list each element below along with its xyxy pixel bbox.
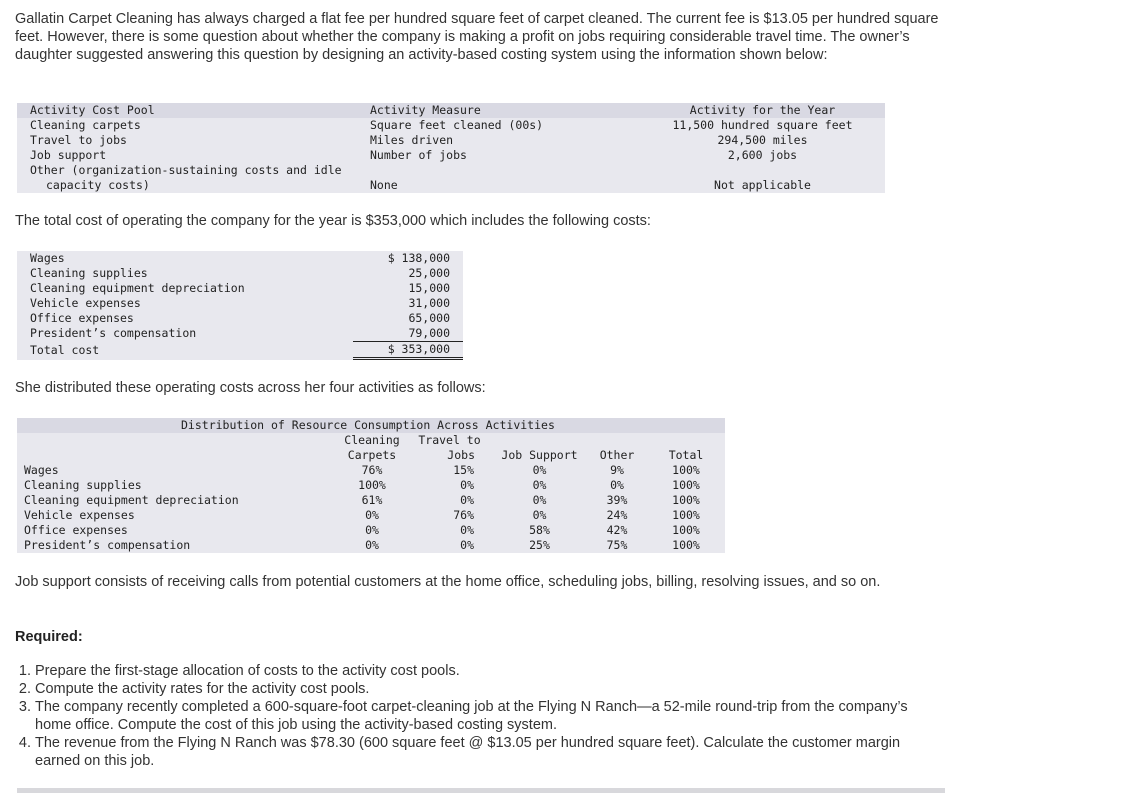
col-header-carpets-2: Carpets [337,448,407,463]
total-label: Total cost [17,341,353,360]
carpets-value: 0% [337,538,407,553]
table-row [17,118,885,133]
travel-value: 0% [407,478,492,493]
carpets-value: 100% [337,478,407,493]
required-heading: Required: [15,629,83,645]
travel-value: 0% [407,538,492,553]
activity-table [17,103,885,193]
table-row [17,523,725,538]
header-row [17,433,725,448]
table-row [17,281,463,296]
cost-value: 15,000 [353,281,463,296]
activity-value: 2,600 jobs [640,148,885,163]
job-value: 58% [492,523,587,538]
carpets-value: 61% [337,493,407,508]
table-row [17,311,463,326]
travel-value: 15% [407,463,492,478]
table-row [17,148,885,163]
carpets-value: 0% [337,523,407,538]
col-header-travel-1: Travel to [407,433,492,448]
activity-value: Not applicable [640,178,885,193]
cost-value: 79,000 [353,326,463,341]
pool-label: Travel to jobs [17,133,370,148]
row-label: Cleaning equipment depreciation [17,493,337,508]
cost-label: Vehicle expenses [17,296,353,311]
table-row [17,326,463,341]
col-header-job-support: Job Support [492,448,587,463]
measure-label: Square feet cleaned (00s) [370,118,640,133]
total-value: $ 353,000 [353,341,463,360]
cost-value: $ 138,000 [353,251,463,266]
requirement-item: 2. Compute the activity rates for the activity cost pools. [35,680,945,698]
total-value: 100% [647,478,725,493]
col-header-pool: Activity Cost Pool [17,103,370,118]
travel-value: 0% [407,493,492,508]
table-row [17,493,725,508]
requirements-list [15,662,945,770]
cost-label: Cleaning supplies [17,266,353,281]
col-header-travel-2: Jobs [407,448,492,463]
carpets-value: 76% [337,463,407,478]
pool-label: Other (organization-sustaining costs and idle [17,163,370,178]
total-value: 100% [647,508,725,523]
travel-value: 0% [407,523,492,538]
pool-label-continued: capacity costs) [17,178,370,193]
other-value: 75% [587,538,647,553]
row-label: Office expenses [17,523,337,538]
job-value: 0% [492,508,587,523]
row-label: Vehicle expenses [17,508,337,523]
cost-label: Cleaning equipment depreciation [17,281,353,296]
total-value: 100% [647,523,725,538]
col-header-activity: Activity for the Year [640,103,885,118]
col-header-carpets-1: Cleaning [337,433,407,448]
other-value: 9% [587,463,647,478]
total-cost-paragraph: The total cost of operating the company for the year is $353,000 which includes the following costs: [15,213,651,229]
measure-label: Number of jobs [370,148,640,163]
row-label: Cleaning supplies [17,478,337,493]
measure-label: Miles driven [370,133,640,148]
table-row [17,266,463,281]
col-header-other: Other [587,448,647,463]
total-row [17,341,463,360]
requirement-item: 4. The revenue from the Flying N Ranch was $78.30 (600 square feet @ $13.05 per hundred square feet). Calculate the customer margin earned on this job. [35,734,945,770]
cost-label: President’s compensation [17,326,353,341]
measure-label: None [370,178,640,193]
table-row [17,478,725,493]
table-row [17,296,463,311]
total-value: 100% [647,538,725,553]
row-label: President’s compensation [17,538,337,553]
job-value: 0% [492,493,587,508]
carpets-value: 0% [337,508,407,523]
table-row [17,463,725,478]
col-header-measure: Activity Measure [370,103,640,118]
activity-value: 294,500 miles [640,133,885,148]
cost-value: 65,000 [353,311,463,326]
activity-table-header [17,103,885,118]
table-row [17,163,885,178]
total-value: 100% [647,463,725,478]
col-header-total: Total [647,448,725,463]
pool-label: Cleaning carpets [17,118,370,133]
job-value: 25% [492,538,587,553]
distribution-title: Distribution of Resource Consumption Across Activities [17,418,725,433]
job-value: 0% [492,463,587,478]
cost-label: Office expenses [17,311,353,326]
table-row [17,538,725,553]
job-support-paragraph: Job support consists of receiving calls from potential customers at the home office, scheduling jobs, billing, resolving issues, and so on. [15,574,881,590]
row-label: Wages [17,463,337,478]
table-row [17,251,463,266]
other-value: 24% [587,508,647,523]
intro-paragraph: Gallatin Carpet Cleaning has always charged a flat fee per hundred square feet of carpet cleaned. The current fee is $13.05 per hundred square feet. However, there is some question about whether the company is making a profit on jobs requiring considerable travel time. The owner’s daughter suggested answering this question by designing an activity-based costing system using the information shown below: [15,11,939,63]
cost-table [17,251,463,360]
cost-value: 25,000 [353,266,463,281]
distribution-table [17,418,725,553]
requirement-item: 3. The company recently completed a 600-square-foot carpet-cleaning job at the Flying N Ranch—a 52-mile round-trip from the company’s home office. Compute the cost of this job using the activity-based costing system. [35,698,945,734]
activity-value: 11,500 hundred square feet [640,118,885,133]
pool-label: Job support [17,148,370,163]
distribution-paragraph: She distributed these operating costs across her four activities as follows: [15,380,486,396]
cost-value: 31,000 [353,296,463,311]
job-value: 0% [492,478,587,493]
header-row [17,448,725,463]
other-value: 39% [587,493,647,508]
total-value: 100% [647,493,725,508]
other-value: 42% [587,523,647,538]
requirement-item: 1. Prepare the first-stage allocation of costs to the activity cost pools. [35,662,945,680]
other-value: 0% [587,478,647,493]
table-row [17,178,885,193]
table-row [17,133,885,148]
cost-label: Wages [17,251,353,266]
bottom-divider [17,788,945,793]
table-row [17,508,725,523]
distribution-title-row [17,418,725,433]
travel-value: 76% [407,508,492,523]
